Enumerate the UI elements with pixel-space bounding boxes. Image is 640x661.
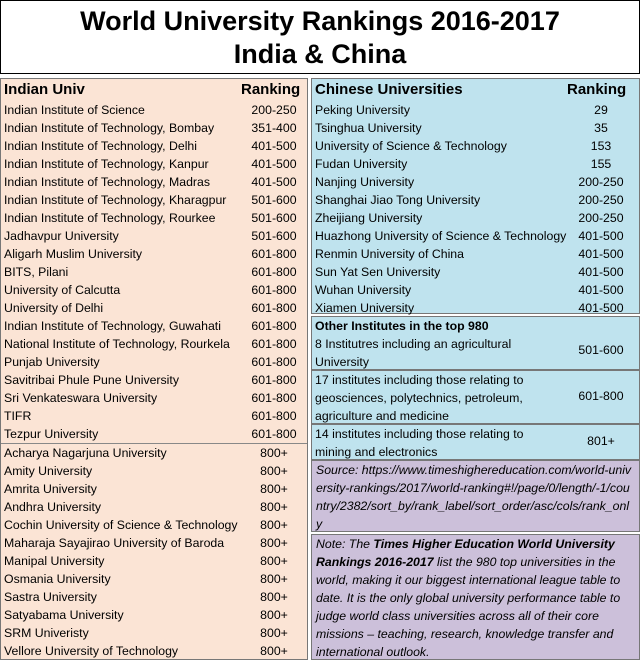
- table-row: [1, 407, 307, 425]
- indian-header-name: Indian Univ: [4, 81, 85, 98]
- table-row: [312, 155, 639, 173]
- table-row: [312, 245, 639, 263]
- table-row: [1, 642, 307, 660]
- university-name: Indian Institute of Technology, Kanpur: [4, 157, 209, 171]
- table-row: [1, 371, 307, 389]
- table-row: [312, 101, 639, 119]
- table-row: [1, 462, 307, 480]
- university-name: Amrita University: [4, 482, 97, 496]
- table-row: [1, 155, 307, 173]
- university-name: Cochin University of Science & Technology: [4, 518, 238, 532]
- university-name: Sastra University: [4, 590, 97, 604]
- other-institutes-group-2: [311, 370, 640, 424]
- table-row: [1, 335, 307, 353]
- table-row: [1, 624, 307, 642]
- university-name: Peking University: [315, 103, 410, 117]
- other-group-text: 8 Institutres including an agricultural University: [315, 337, 512, 369]
- university-rank: 401-500: [578, 301, 624, 315]
- university-rank: 800+: [260, 464, 288, 478]
- university-name: University of Calcutta: [4, 283, 121, 297]
- university-rank: 401-500: [578, 229, 624, 243]
- title-line-2: India & China: [233, 39, 407, 69]
- university-rank: 800+: [260, 644, 288, 658]
- university-name: Nanjing University: [315, 175, 415, 189]
- university-name: BITS, Pilani: [4, 265, 69, 279]
- university-rank: 401-500: [578, 265, 624, 279]
- university-rank: 800+: [260, 446, 288, 460]
- university-rank: 200-250: [578, 175, 624, 189]
- university-rank: 501-600: [251, 229, 297, 243]
- university-rank: 601-800: [251, 427, 297, 441]
- university-name: Sri Venkateswara University: [4, 391, 158, 405]
- table-row: [1, 245, 307, 263]
- table-row: [1, 443, 307, 462]
- table-row: [1, 516, 307, 534]
- table-row: [1, 137, 307, 155]
- university-rank: 800+: [260, 554, 288, 568]
- university-rank: 601-800: [251, 301, 297, 315]
- university-rank: 501-600: [251, 193, 297, 207]
- university-name: Renmin University of China: [315, 247, 464, 261]
- university-rank: 800+: [260, 536, 288, 550]
- university-rank: 800+: [260, 590, 288, 604]
- university-name: Huazhong University of Science & Technology: [315, 229, 567, 243]
- page-title: [0, 0, 640, 74]
- university-rank: 200-250: [251, 103, 297, 117]
- table-row: [312, 119, 639, 137]
- university-name: Indian Institute of Science: [4, 103, 145, 117]
- university-rank: 800+: [260, 500, 288, 514]
- table-row: [1, 498, 307, 516]
- other-group-rank: 501-600: [578, 343, 624, 357]
- university-name: Satyabama University: [4, 608, 124, 622]
- university-rank: 601-800: [251, 409, 297, 423]
- table-row: [1, 570, 307, 588]
- table-row: [1, 353, 307, 371]
- table-row: [1, 606, 307, 624]
- university-rank: 401-500: [578, 247, 624, 261]
- university-name: Andhra University: [4, 500, 102, 514]
- table-row: [1, 227, 307, 245]
- university-rank: 29: [594, 103, 608, 117]
- other-group-rank: 801+: [587, 434, 615, 448]
- table-row: [1, 425, 307, 443]
- chinese-table-header: [312, 79, 639, 101]
- note-bold: Times Higher Education World University Rankings 2016-2017: [316, 537, 615, 569]
- methodology-note: [311, 534, 640, 660]
- university-name: Xiamen University: [315, 301, 415, 315]
- university-rank: 800+: [260, 626, 288, 640]
- university-rank: 35: [594, 121, 608, 135]
- university-rank: 200-250: [578, 211, 624, 225]
- table-row: [312, 173, 639, 191]
- university-name: Jadhavpur University: [4, 229, 119, 243]
- table-row: [1, 534, 307, 552]
- university-rank: 601-800: [251, 265, 297, 279]
- note-rest: list the 980 top universities in the world, making it our biggest international league table to date. It is the only global university performance table to judge world class universities across all of their core missions – teaching, research, knowledge transfer and international outlook.: [316, 555, 621, 659]
- university-rank: 351-400: [251, 121, 297, 135]
- university-name: Sun Yat Sen University: [315, 265, 441, 279]
- title-line-1: World University Rankings 2016-2017: [80, 6, 560, 36]
- table-row: [1, 263, 307, 281]
- table-row: [1, 191, 307, 209]
- other-institutes-title: Other Institutes in the top 980: [315, 319, 489, 333]
- table-row: [312, 281, 639, 299]
- university-rank: 501-600: [251, 211, 297, 225]
- chinese-header-name: Chinese Universities: [315, 81, 463, 98]
- university-rank: 601-800: [251, 283, 297, 297]
- university-name: Fudan University: [315, 157, 408, 171]
- university-rank: 601-800: [251, 373, 297, 387]
- table-row: [312, 263, 639, 281]
- university-name: Wuhan University: [315, 283, 412, 297]
- university-name: National Institute of Technology, Rourkela: [4, 337, 230, 351]
- university-rank: 800+: [260, 572, 288, 586]
- university-rank: 401-500: [251, 139, 297, 153]
- university-name: SRM Univeristy: [4, 626, 89, 640]
- indian-header-rank: Ranking: [241, 81, 301, 98]
- other-group-text: 14 institutes including those relating to mining and electronics: [315, 427, 524, 459]
- university-name: Savitribai Phule Pune University: [4, 373, 179, 387]
- university-rank: 200-250: [578, 193, 624, 207]
- university-rank: 800+: [260, 518, 288, 532]
- university-name: Indian Institute of Technology, Kharagpur: [4, 193, 227, 207]
- university-name: Indian Institute of Technology, Bombay: [4, 121, 215, 135]
- chinese-header-rank: Ranking: [567, 81, 627, 98]
- note-prefix: Note: The: [316, 537, 374, 551]
- other-institutes-group-3: [311, 424, 640, 460]
- university-rank: 800+: [260, 482, 288, 496]
- university-name: Vellore University of Technology: [4, 644, 179, 658]
- table-row: [1, 209, 307, 227]
- university-name: University of Delhi: [4, 301, 104, 315]
- university-name: TIFR: [4, 409, 32, 423]
- table-row: [312, 209, 639, 227]
- university-name: Manipal University: [4, 554, 105, 568]
- university-rank: 401-500: [251, 175, 297, 189]
- university-rank: 401-500: [578, 283, 624, 297]
- university-rank: 601-800: [251, 319, 297, 333]
- table-row: [1, 588, 307, 606]
- table-row: [312, 299, 639, 317]
- table-row: [1, 480, 307, 498]
- university-name: Punjab University: [4, 355, 100, 369]
- university-rank: 401-500: [251, 157, 297, 171]
- table-row: [312, 137, 639, 155]
- table-row: [312, 227, 639, 245]
- university-name: Maharaja Sayajirao University of Baroda: [4, 536, 225, 550]
- university-name: Indian Institute of Technology, Madras: [4, 175, 210, 189]
- table-row: [1, 552, 307, 570]
- university-name: Acharya Nagarjuna University: [4, 446, 167, 460]
- university-rank: 155: [590, 157, 612, 171]
- university-name: Indian Institute of Technology, Guwahati: [4, 319, 221, 333]
- table-row: [1, 101, 307, 119]
- chinese-universities-table: [311, 78, 640, 314]
- right-column: [311, 78, 640, 660]
- source-note: Source: https://www.timeshighereducation.com/world-university-rankings/2017/world-ranking#!/page/0/length/-1/country/2382/sort_by/rank_label/sort_order/asc/cols/rank_only: [311, 460, 640, 532]
- table-row: [1, 173, 307, 191]
- university-name: Tezpur University: [4, 427, 99, 441]
- university-name: Amity University: [4, 464, 93, 478]
- university-rank: 800+: [260, 608, 288, 622]
- table-row: [312, 191, 639, 209]
- university-name: Indian Institute of Technology, Delhi: [4, 139, 198, 153]
- other-group-rank: 601-800: [578, 389, 624, 403]
- indian-universities-table: [0, 78, 308, 660]
- university-name: Osmania University: [4, 572, 111, 586]
- other-group-text: 17 institutes including those relating to geosciences, polytechnics, petroleum, agriculture and medicine: [315, 373, 524, 423]
- university-name: University of Science & Technology: [315, 139, 507, 153]
- table-row: [1, 119, 307, 137]
- indian-table-header: [1, 79, 307, 101]
- other-institutes-group-1: [311, 316, 640, 370]
- university-name: Tsinghua University: [315, 121, 422, 135]
- university-rank: 601-800: [251, 247, 297, 261]
- university-rank: 601-800: [251, 337, 297, 351]
- table-row: [1, 299, 307, 317]
- university-name: Aligarh Muslim University: [4, 247, 143, 261]
- university-name: Zheijiang University: [315, 211, 423, 225]
- table-row: [1, 389, 307, 407]
- university-rank: 601-800: [251, 355, 297, 369]
- table-row: [1, 281, 307, 299]
- university-rank: 601-800: [251, 391, 297, 405]
- university-rank: 153: [590, 139, 612, 153]
- university-name: Shanghai Jiao Tong University: [315, 193, 481, 207]
- university-name: Indian Institute of Technology, Rourkee: [4, 211, 216, 225]
- table-row: [1, 317, 307, 335]
